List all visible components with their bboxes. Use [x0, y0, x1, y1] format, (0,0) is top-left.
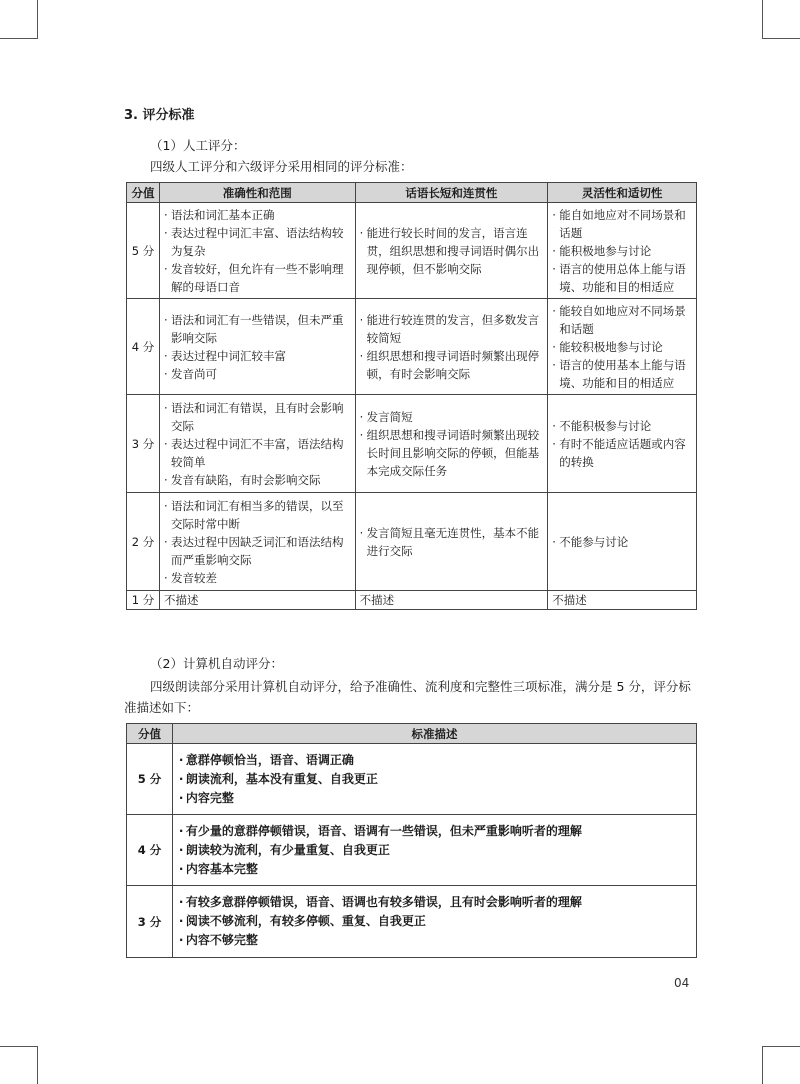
- criterion-line: · 语言的使用总体上能与语境、功能和目的相适应: [552, 260, 691, 296]
- score-cell: 1 分: [127, 591, 160, 610]
- score-cell: 3 分: [127, 886, 173, 958]
- criterion-line: · 表达过程中词汇不丰富，语法结构较简单: [164, 435, 350, 471]
- crop-mark: [37, 0, 38, 38]
- criterion-line: · 内容不够完整: [179, 931, 691, 950]
- column-header: 分值: [127, 724, 173, 744]
- score-cell: 4 分: [127, 299, 160, 395]
- crop-mark: [0, 1046, 38, 1047]
- table-row: [127, 886, 697, 958]
- criterion-line: · 发音有缺陷，有时会影响交际: [164, 471, 350, 489]
- table-row: [127, 591, 697, 610]
- criterion-line: · 语法和词汇有相当多的错误，以至交际时常中断: [164, 497, 350, 533]
- coherence-cell: [355, 203, 548, 299]
- flexibility-cell: [548, 203, 697, 299]
- criterion-line: · 表达过程中词汇丰富、语法结构较为复杂: [164, 224, 350, 260]
- criterion-line: · 朗读流利，基本没有重复、自我更正: [179, 770, 691, 789]
- criterion-line: · 能较自如地应对不同场景和话题: [552, 302, 691, 338]
- criterion-line: · 发音较差: [164, 569, 350, 587]
- coherence-cell: [355, 493, 548, 591]
- criterion-line: · 发言简短: [360, 408, 543, 426]
- criterion-line: · 有时不能适应话题或内容的转换: [552, 435, 691, 471]
- auto-intro: 四级朗读部分采用计算机自动评分，给予准确性、流利度和完整性三项标准，满分是 5 分，评分标准描述如下：: [124, 679, 691, 715]
- criterion-line: · 有较多意群停顿错误，语音、语调也有较多错误，且有时会影响听者的理解: [179, 893, 691, 912]
- table-row: [127, 493, 697, 591]
- flexibility-cell: [548, 299, 697, 395]
- criterion-line: · 组织思想和搜寻词语时频繁出现较长时间且影响交际的停顿，但能基本完成交际任务: [360, 426, 543, 480]
- column-header: 准确性和范围: [159, 183, 355, 203]
- criterion-line: · 不能参与讨论: [552, 533, 691, 551]
- score-cell: 5 分: [127, 744, 173, 815]
- criterion-line: · 语法和词汇有一些错误，但未严重影响交际: [164, 311, 350, 347]
- criterion-line: · 阅读不够流利，有较多停顿、重复、自我更正: [179, 912, 691, 931]
- table-row: [127, 299, 697, 395]
- flexibility-cell: [548, 395, 697, 493]
- crop-mark: [762, 1046, 800, 1047]
- accuracy-cell: [159, 395, 355, 493]
- score-cell: 5 分: [127, 203, 160, 299]
- criterion-line: · 内容完整: [179, 789, 691, 808]
- accuracy-cell: [159, 493, 355, 591]
- manual-scoring-table: [126, 182, 697, 610]
- page-number: 04: [674, 976, 690, 990]
- description-cell: [172, 886, 696, 958]
- crop-mark: [762, 38, 800, 39]
- column-header: 话语长短和连贯性: [355, 183, 548, 203]
- criterion-line: · 意群停顿恰当，语音、语调正确: [179, 751, 691, 770]
- criterion-line: · 发音较好，但允许有一些不影响理解的母语口音: [164, 260, 350, 296]
- coherence-cell: [355, 395, 548, 493]
- auto-heading: （2）计算机自动评分：: [150, 656, 283, 671]
- table-header-row: [127, 724, 697, 744]
- section-title: 3. 评分标准: [124, 108, 195, 123]
- criterion-line: · 发言简短且毫无连贯性，基本不能进行交际: [360, 524, 543, 560]
- column-header: 灵活性和适切性: [548, 183, 697, 203]
- crop-mark: [762, 0, 763, 38]
- auto-scoring-table: [126, 723, 697, 958]
- manual-heading: （1）人工评分：: [150, 138, 246, 153]
- criterion-line: · 能较积极地参与讨论: [552, 338, 691, 356]
- crop-mark: [37, 1046, 38, 1084]
- criterion-line: · 有少量的意群停顿错误，语音、语调有一些错误，但未严重影响听者的理解: [179, 822, 691, 841]
- criterion-line: · 能积极地参与讨论: [552, 242, 691, 260]
- score-cell: 2 分: [127, 493, 160, 591]
- criterion-line: · 朗读较为流利，有少量重复、自我更正: [179, 841, 691, 860]
- criterion-line: · 语法和词汇基本正确: [164, 206, 350, 224]
- criterion-line: · 能自如地应对不同场景和话题: [552, 206, 691, 242]
- accuracy-cell: [159, 299, 355, 395]
- table-row: [127, 395, 697, 493]
- column-header: 标准描述: [172, 724, 696, 744]
- criterion-line: · 能进行较连贯的发言，但多数发言较简短: [360, 311, 543, 347]
- description-cell: [172, 744, 696, 815]
- criterion-line: · 能进行较长时间的发言，语言连贯，组织思想和搜寻词语时偶尔出现停顿，但不影响交际: [360, 224, 543, 278]
- criterion-line: · 表达过程中词汇较丰富: [164, 347, 350, 365]
- criterion-line: · 发音尚可: [164, 365, 350, 383]
- coherence-cell: 不描述: [355, 591, 548, 610]
- description-cell: [172, 815, 696, 886]
- crop-mark: [762, 1046, 763, 1084]
- crop-mark: [0, 38, 38, 39]
- criterion-line: · 内容基本完整: [179, 860, 691, 879]
- table-row: [127, 744, 697, 815]
- flexibility-cell: [548, 493, 697, 591]
- criterion-line: · 不能积极参与讨论: [552, 417, 691, 435]
- score-cell: 3 分: [127, 395, 160, 493]
- manual-intro: 四级人工评分和六级评分采用相同的评分标准：: [150, 159, 413, 174]
- accuracy-cell: [159, 203, 355, 299]
- criterion-line: · 语言的使用基本上能与语境、功能和目的相适应: [552, 356, 691, 392]
- table-row: [127, 203, 697, 299]
- criterion-line: · 表达过程中因缺乏词汇和语法结构而严重影响交际: [164, 533, 350, 569]
- flexibility-cell: 不描述: [548, 591, 697, 610]
- table-header-row: [127, 183, 697, 203]
- score-cell: 4 分: [127, 815, 173, 886]
- table-row: [127, 815, 697, 886]
- criterion-line: · 组织思想和搜寻词语时频繁出现停顿，有时会影响交际: [360, 347, 543, 383]
- criterion-line: · 语法和词汇有错误，且有时会影响交际: [164, 399, 350, 435]
- accuracy-cell: 不描述: [159, 591, 355, 610]
- column-header: 分值: [127, 183, 160, 203]
- coherence-cell: [355, 299, 548, 395]
